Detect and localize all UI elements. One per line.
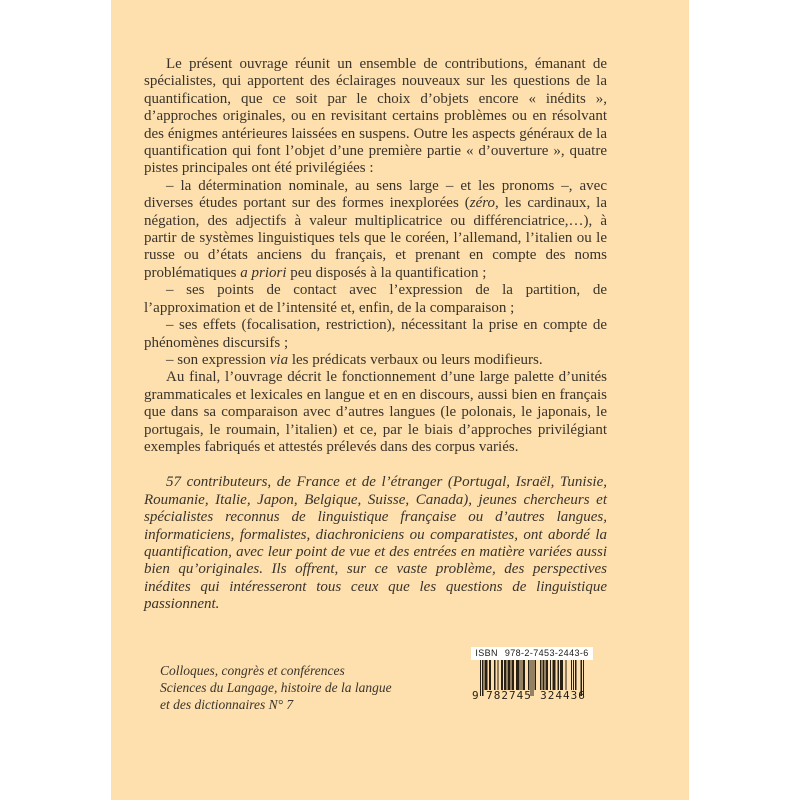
blurb-paragraph: Au final, l’ouvrage décrit le fonctionnement d’une large palette d’unités grammaticales et lexicales en langue et en en discours, aussi bien en français que dans sa comparaison avec d’autres langues (le polonais, le japonais, le portugais, le roumain, l’italien) et ce, par le biais d’approches privilégiant exemples fabriqués et attestés prélevés dans des corpus variés. (144, 369, 607, 455)
collection-series-line: Colloques, congrès et conférences (160, 663, 345, 678)
collection-subseries-line: Sciences du Langage, histoire de la langue (160, 680, 392, 695)
blurb-text (144, 56, 607, 614)
blurb-paragraph: 57 contributeurs, de France et de l’étranger (Portugal, Israël, Tunisie, Roumanie, Italie, Japon, Belgique, Suisse, Canada), jeunes chercheurs et spécialistes reconnus de linguistique française ou d’autres langues, informaticiens, formalistes, diachroniciens ou comparatistes, ont abordé la quantification, avec leur point de vue et des entrées en matière variées aussi bien qu’originales. Ils offrent, sur ce vaste problème, des perspectives inédites qui intéresseront tous ceux que les questions de linguistique passionnent. (144, 474, 607, 613)
blurb-paragraph: – son expression via les prédicats verbaux ou leurs modifieurs. (166, 351, 543, 368)
barcode-digit-group-1: 782745 (486, 689, 532, 702)
collection-info (160, 662, 392, 713)
barcode-digit-left: 9 (472, 689, 480, 702)
blurb-paragraph: – la détermination nominale, au sens large – et les pronoms –, avec diverses études portant sur des formes inexplorées (zéro, les cardinaux, la négation, des adjectifs à valeur multiplicatrice ou différenciatrice,…), à partir de systèmes linguistiques tels que le coréen, l’allemand, l’italien ou le russe ou d’états anciens du français, et prenant en compte des noms problématiques a priori peu disposés à la quantification ; (144, 177, 608, 281)
isbn-barcode-block (471, 647, 593, 702)
blurb-paragraph: Le présent ouvrage réunit un ensemble de contributions, émanant de spécialistes, qui apportent des éclairages nouveaux sur les questions de la quantification, que ce soit par le choix d’objets encore « inédits », d’approches originales, ou en revisitant certains problèmes ou en résolvant des énigmes antérieures laissées en suspens. Outre les aspects généraux de la quantification qui font l’objet d’une première partie « d’ouverture », quatre pistes principales ont été privilégiées : (144, 56, 607, 177)
barcode-digit-group-2: 324436 (540, 689, 586, 702)
isbn-label: ISBN 978-2-7453-2443-6 (471, 647, 593, 660)
barcode-digits (472, 689, 590, 702)
book-back-cover (111, 0, 689, 800)
blurb-paragraph: – ses points de contact avec l’expression de la partition, de l’approximation et de l’intensité et, enfin, de la comparaison ; (144, 282, 607, 316)
blurb-paragraph: – ses effets (focalisation, restriction), nécessitant la prise en compte de phénomènes discursifs ; (144, 317, 607, 351)
collection-number-line: et des dictionnaires N° 7 (160, 697, 294, 712)
